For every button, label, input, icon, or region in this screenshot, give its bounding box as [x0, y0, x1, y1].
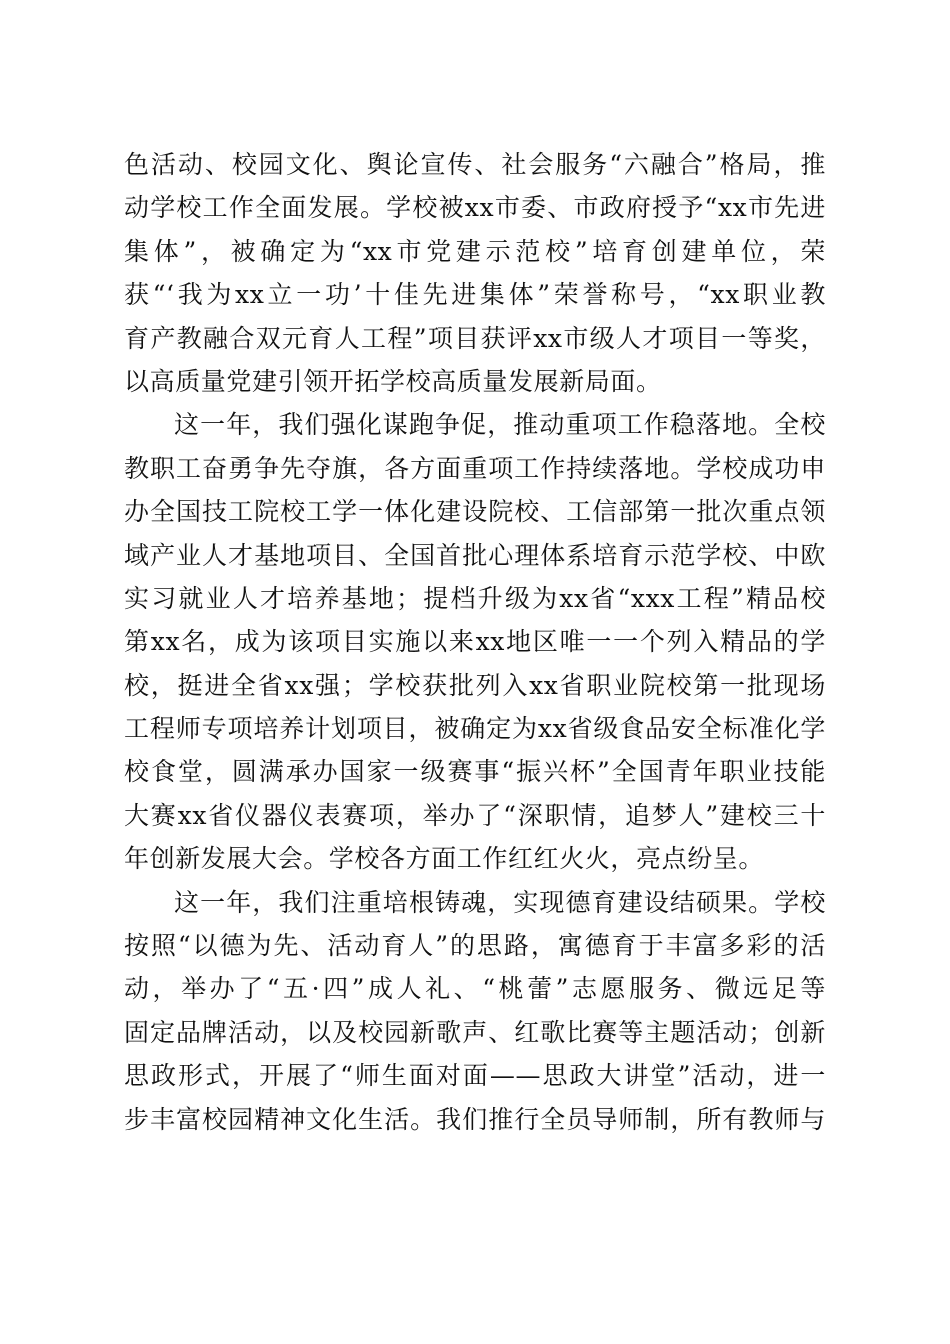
text-line: 域产业人才基地项目、全国首批心理体系培育示范学校、中欧 — [124, 540, 826, 570]
text-line: 大赛xx省仪器仪表赛项，举办了“深职情，追梦人”建校三十 — [124, 800, 826, 830]
text-line: 工程师专项培养计划项目，被确定为xx省级食品安全标准化学 — [124, 714, 826, 744]
text-line: 色活动、校园文化、舆论宣传、社会服务“六融合”格局，推 — [124, 150, 826, 179]
text-line: 思政形式，开展了“师生面对面——思政大讲堂”活动，进一 — [124, 1061, 826, 1091]
text-line: 教职工奋勇争先夺旗，各方面重项工作持续落地。学校成功申 — [124, 453, 826, 483]
text-line: 办全国技工院校工学一体化建设院校、工信部第一批次重点领 — [124, 497, 826, 527]
text-line: 集体”，被确定为“xx市党建示范校”培育创建单位，荣 — [124, 236, 826, 266]
text-line: 第xx名，成为该项目实施以来xx地区唯一一个列入精品的学 — [124, 627, 826, 657]
paragraph-end-line: 年创新发展大会。学校各方面工作红红火火，亮点纷呈。 — [124, 844, 765, 874]
text-line: 实习就业人才培养基地；提档升级为xx省“xxx工程”精品校 — [124, 583, 826, 613]
text-line: 动学校工作全面发展。学校被xx市委、市政府授予“xx市先进 — [124, 193, 826, 223]
document-body — [124, 143, 826, 1141]
paragraph-first-line: 这一年，我们注重培根铸魂，实现德育建设结硕果。学校 — [174, 887, 826, 917]
text-line: 校食堂，圆满承办国家一级赛事“振兴杯”全国青年职业技能 — [124, 757, 826, 787]
text-line: 动，举办了“五·四”成人礼、“桃蕾”志愿服务、微远足等 — [124, 974, 826, 1004]
text-line: 步丰富校园精神文化生活。我们推行全员导师制，所有教师与 — [124, 1104, 826, 1134]
text-line: 按照“以德为先、活动育人”的思路，寓德育于丰富多彩的活 — [124, 931, 826, 961]
paragraph-end-line: 以高质量党建引领开拓学校高质量发展新局面。 — [124, 366, 662, 396]
text-line: 固定品牌活动，以及校园新歌声、红歌比赛等主题活动；创新 — [124, 1017, 826, 1047]
text-line: 获“‘我为xx立一功’十佳先进集体”荣誉称号，“xx职业教 — [124, 280, 826, 310]
text-line: 育产教融合双元育人工程”项目获评xx市级人才项目一等奖， — [124, 323, 826, 353]
paragraph-first-line: 这一年，我们强化谋跑争促，推动重项工作稳落地。全校 — [174, 410, 826, 440]
text-line: 校，挺进全省xx强；学校获批列入xx省职业院校第一批现场 — [124, 670, 826, 700]
